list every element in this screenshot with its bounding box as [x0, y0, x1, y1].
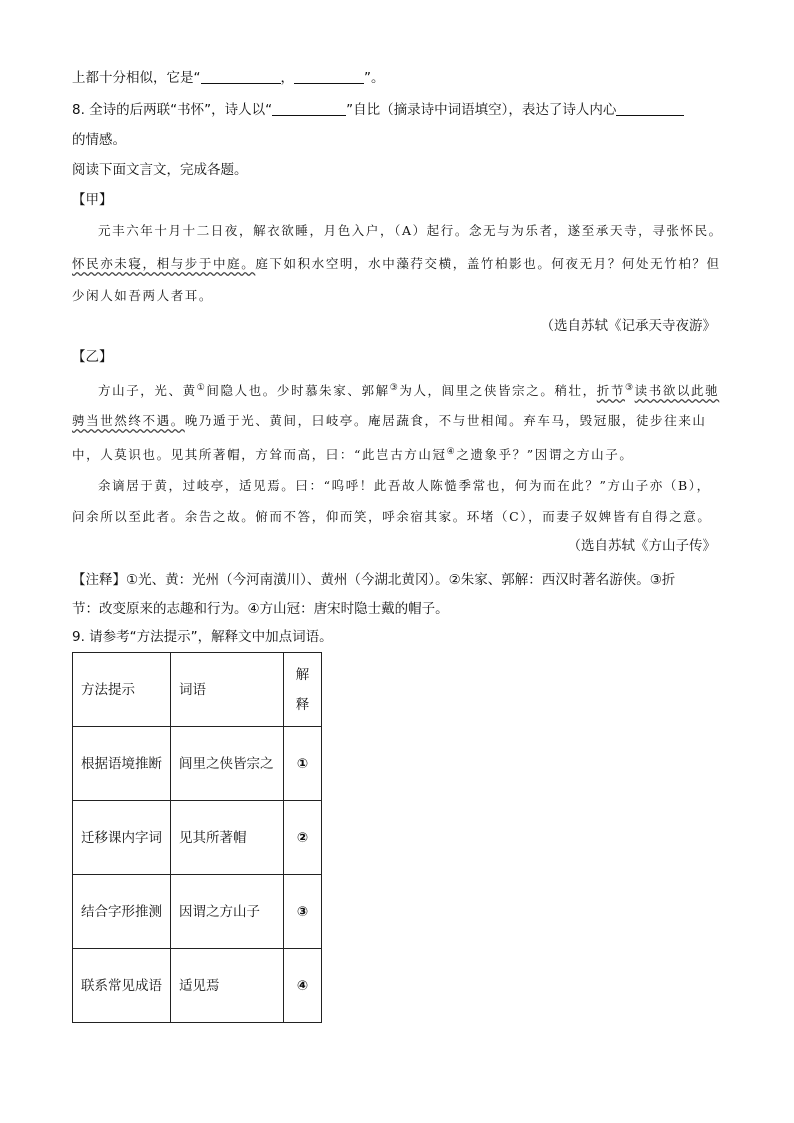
notes-line-1 — [72, 570, 675, 590]
table-row — [73, 727, 322, 801]
jia-paragraph-line-1: 元丰六年十月十二日夜，解衣欲睡，月色入户，（A）起行。念无与为乐者，遂至承天寺，寻张怀民。 — [98, 223, 723, 238]
jia-underlined-sentence: 怀民亦未寝，相与步于中庭。 — [72, 256, 256, 271]
table-header-cell: 解释 — [284, 653, 322, 727]
yi-text: 之遗象乎？”因谓之方山子。 — [456, 447, 634, 462]
yi-line-4: 余谪居于黄，过岐亭，适见焉。曰：“呜呼！此吾故人陈慥季常也，何为而在此？”方山子亦（B）， — [98, 478, 711, 493]
note-ref-1: ① — [196, 383, 207, 393]
yi-line-2 — [72, 411, 707, 431]
method-cell: 结合字形推测 — [73, 875, 171, 949]
q7-tail-line — [72, 68, 385, 88]
answer-cell[interactable]: ② — [284, 801, 322, 875]
note-ref-4: ④ — [446, 447, 457, 457]
word-cell: 因谓之方山子 — [171, 875, 284, 949]
table-header-row — [73, 653, 322, 727]
answer-cell[interactable]: ④ — [284, 949, 322, 1023]
yi-underlined-1: 折节 — [596, 383, 625, 398]
yi-source: （选自苏轼《方山子传》 — [567, 538, 716, 554]
notes-label: 【注释】 — [72, 572, 126, 588]
notes-text-1: ①光、黄：光州（今河南潢川）、黄州（今湖北黄冈）。②朱家、郭解：西汉时著名游侠。③折 — [126, 572, 676, 588]
yi-text: 中，人莫识也。见其所著帽，方耸而高，曰：“此岂古方山冠 — [72, 447, 447, 462]
yi-text: 方山子，光、黄 — [98, 383, 197, 398]
yi-text: 间隐人也。少时慕朱家、郭解 — [206, 383, 390, 398]
method-cell: 联系常见成语 — [73, 949, 171, 1023]
method-cell: 迁移课内字词 — [73, 801, 171, 875]
yi-label: 【乙】 — [72, 349, 113, 365]
jia-paragraph-line-2 — [72, 254, 721, 274]
q7-sep: ， — [280, 70, 294, 86]
table-header-cell: 词语 — [171, 653, 284, 727]
jia-source: （选自苏轼《记承天寺夜游》 — [540, 318, 716, 334]
table-row — [73, 875, 322, 949]
notes-line-2: 节：改变原来的志趣和行为。④方山冠：唐宋时隐士戴的帽子。 — [72, 601, 449, 617]
q8-line-2: 的情感。 — [72, 132, 126, 148]
q7-end: ”。 — [364, 70, 385, 86]
method-table — [72, 652, 322, 1023]
note-ref-3: ③ — [624, 383, 635, 393]
q8-blank-2[interactable] — [616, 101, 684, 116]
q8-text-1: 8. 全诗的后两联“书怀”，诗人以“ — [72, 102, 273, 118]
reading-instruction: 阅读下面文言文，完成各题。 — [72, 162, 248, 178]
q8-text-2: ”自比（摘录诗中词语填空），表达了诗人内心 — [346, 102, 617, 118]
yi-line-3 — [72, 442, 633, 465]
jia-paragraph-line-3: 少闲人如吾两人者耳。 — [72, 288, 214, 303]
jia-text-rest: 庭下如积水空明，水中藻荇交横，盖竹柏影也。何夜无月？何处无竹柏？但 — [255, 256, 721, 271]
q8-line-1 — [72, 100, 684, 120]
table-header-cell: 方法提示 — [73, 653, 171, 727]
jia-label: 【甲】 — [72, 192, 113, 208]
note-ref-2: ③ — [389, 383, 400, 393]
q7-blank-1[interactable] — [201, 69, 281, 84]
answer-cell[interactable]: ① — [284, 727, 322, 801]
method-cell: 根据语境推断 — [73, 727, 171, 801]
yi-line-5: 问余所以至此者。余告之故。俯而不答，仰而笑，呼余宿其家。环堵（C），而妻子奴婢皆有自得之意。 — [72, 509, 712, 524]
yi-text: 晚乃遁于光、黄间，曰岐亭。庵居蔬食，不与世相闻。弃车马，毁冠服，徒步往来山 — [184, 413, 707, 428]
yi-underlined-2: 读书欲以此驰 — [634, 383, 720, 398]
word-cell: 适见焉 — [171, 949, 284, 1023]
table-row — [73, 949, 322, 1023]
yi-line-1 — [98, 378, 719, 401]
answer-cell[interactable]: ③ — [284, 875, 322, 949]
q9-prompt: 9. 请参考“方法提示”，解释文中加点词语。 — [72, 629, 333, 645]
q7-text: 上都十分相似，它是“ — [72, 70, 201, 86]
q8-blank-1[interactable] — [272, 101, 346, 116]
q7-blank-2[interactable] — [294, 69, 364, 84]
word-cell: 闾里之侠皆宗之 — [171, 727, 284, 801]
yi-underlined-3: 骋当世然终不遇。 — [72, 413, 185, 428]
yi-text: 为人，闾里之侠皆宗之。稍壮， — [399, 383, 597, 398]
table-row — [73, 801, 322, 875]
word-cell: 见其所著帽 — [171, 801, 284, 875]
